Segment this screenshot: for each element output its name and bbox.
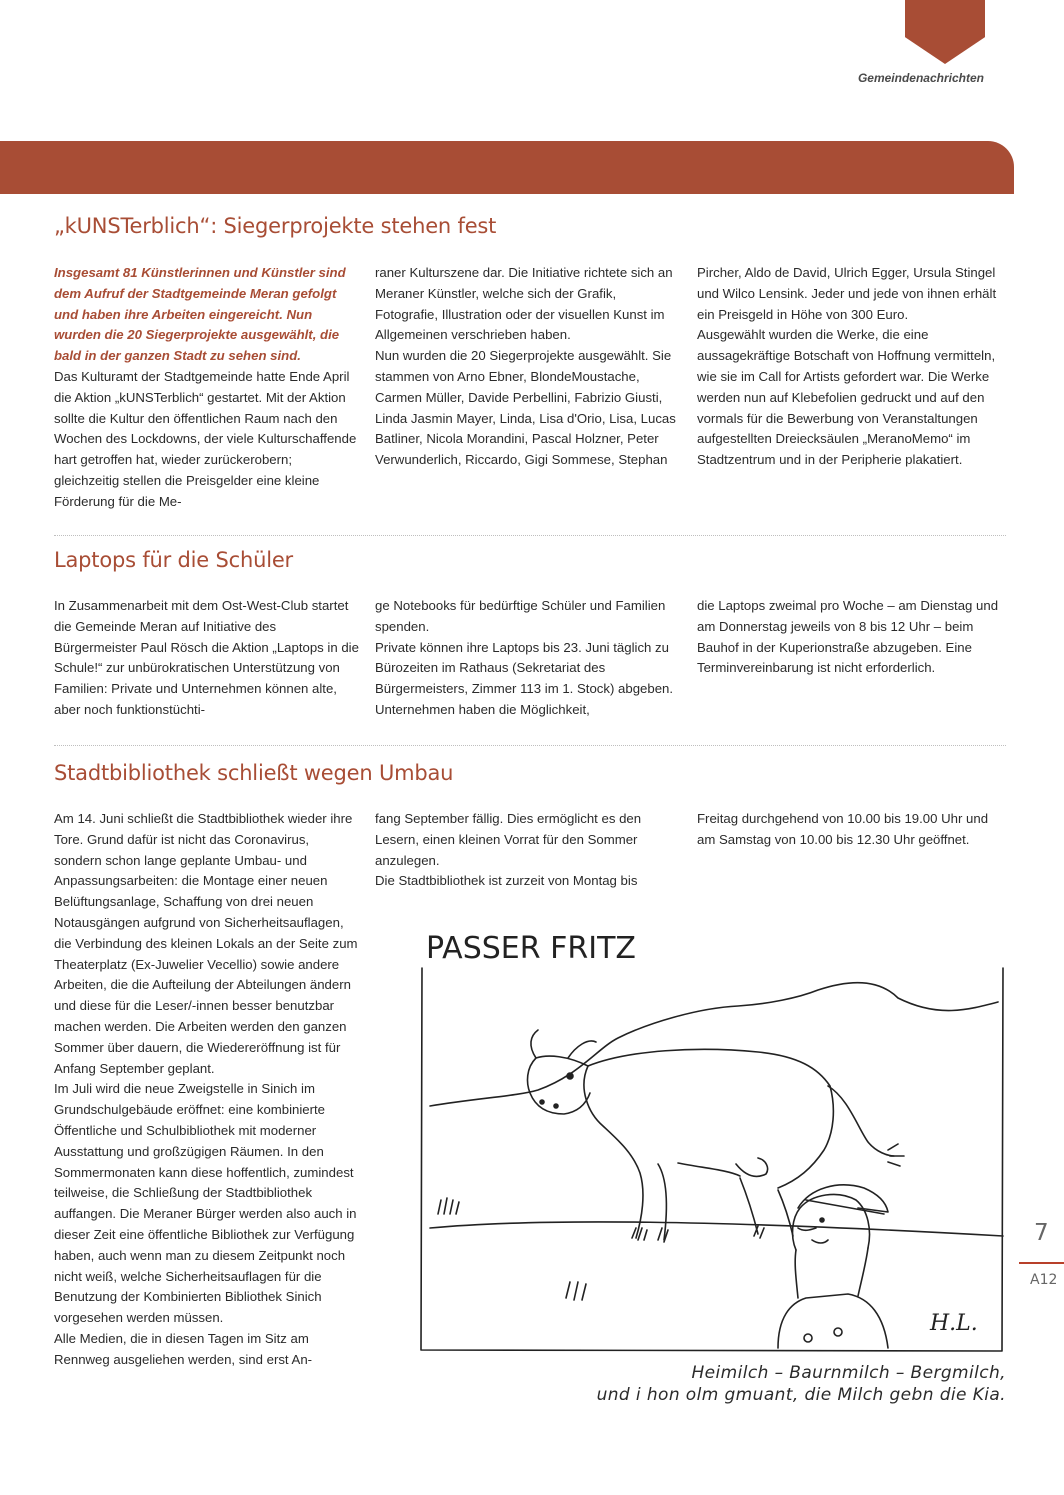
article1-column-3 [697, 263, 1003, 471]
article3-column-1 [54, 809, 360, 1371]
cartoon-signature: H.L. [930, 1311, 978, 1336]
article3-paragraph: Am 14. Juni schließt die Stadtbibliothek wieder ihre Tore. Grund dafür ist nicht das Coronavirus, sondern schon lange geplante Umbau- und Anpassungsarbeiten: die Montage einer neuen Belüftungsanlage, Schaffung von drei neuen Notausgängen aufgrund von Sicherheitsauflagen, die Verbindung des kleinen Lokals an der Seite zum Theaterplatz (Ex-Juwelier Vecellio) sowie andere Arbeiten, die die Aufteilung der Abteilungen ändern und diese für die Leser/-innen besser benutzbar machen werden. Die Arbeiten werden den ganzen Sommer über dauern, die Wiedereröffnung ist für Anfang September geplant. [54, 811, 358, 1076]
article1-paragraph: raner Kulturszene dar. Die Initiative richtete sich an Meraner Künstler, welche sich der Grafik, Fotografie, Illustration oder der visuellen Kunst im Allgemeinen verschrieben haben. [375, 265, 673, 343]
article1-paragraph: Ausgewählt wurden die Werke, die eine aussagekräftige Botschaft von Hoffnung vermitteln, wie sie im Call for Artists gefordert war. Die Werke werden nun auf Klebefolien gedruckt und auf den vormals für die Bewerbung von Veranstaltungen aufgestellten Dreiecksäulen „MeranoMemo“ im Stadtzentrum und in der Peripherie plakatiert. [697, 327, 996, 468]
passer-fritz-cartoon [418, 918, 1006, 1356]
article1-paragraph: Das Kulturamt der Stadtgemeinde hatte Ende April die Aktion „kUNSTerblich“ gestartet. Mit der Aktion sollte die Kultur den öffentlichen Raum nach den Wochen des Lockdowns, der viele Kulturschaffende hart getroffen hat, wieder zurückerobern; gleichzeitig stellen die Preisgelder eine kleine Förderung für die Me- [54, 368, 357, 509]
article1-paragraph: Nun wurden die 20 Siegerprojekte ausgewählt. Sie stammen von Arno Ebner, BlondeMoustache, Carmen Müller, Davide Perbellini, Fabrizio Giusti, Linda Jasmin Mayer, Linda, Lisa d'Orio, Lisa, Lucas Batliner, Nicola Morandini, Pascal Holzner, Peter Verwunderlich, Riccardo, Gigi Sommese, Stephan [375, 348, 676, 468]
article2-column-2 [375, 596, 681, 721]
article2-paragraph: ge Notebooks für bedürftige Schüler und Familien spenden. [375, 598, 666, 634]
page-number-rule [1019, 1262, 1064, 1264]
page-number: 7 [1034, 1220, 1049, 1246]
article1-paragraph: Pircher, Aldo de David, Ulrich Egger, Ursula Stingel und Wilco Lensink. Jeder und jede von ihnen erhält ein Preisgeld in Höhe von 300 Euro. [697, 265, 997, 322]
article3-paragraph: Die Stadtbibliothek ist zurzeit von Montag bis [375, 873, 638, 889]
article3-paragraph: Alle Medien, die in diesen Tagen im Sitz am Rennweg ausgeliehen werden, sind erst An- [54, 1330, 313, 1367]
article-title-kunsterblich: „kUNSTerblich“: Siegerprojekte stehen fest [54, 214, 497, 238]
section-divider [54, 745, 1006, 746]
article2-paragraph: die Laptops zweimal pro Woche – am Dienstag und am Donnerstag jeweils von 8 bis 12 Uhr – beim Bauhof in der Kuperionstraße abzugeben. Eine Terminvereinbarung ist nicht erforderlich. [697, 598, 999, 676]
article2-column-3 [697, 596, 1003, 679]
caption-line: und i hon olm gmuant, die Milch gebn die Kia. [596, 1385, 1006, 1405]
issue-code: A12 [1030, 1272, 1058, 1288]
article-title-laptops: Laptops für die Schüler [54, 548, 293, 572]
article3-paragraph: Freitag durchgehend von 10.00 bis 19.00 Uhr und am Samstag von 10.00 bis 12.30 Uhr geöffnet. [697, 811, 989, 847]
article1-column-2 [375, 263, 681, 471]
article2-paragraph: In Zusammenarbeit mit dem Ost-West-Club startet die Gemeinde Meran auf Initiative des Bürgermeister Paul Rösch die Aktion „Laptops in die Schule!“ zur unbürokratischen Unterstützung von Familien: Private und Unternehmen können alte, aber noch funktionstüchti- [54, 598, 359, 717]
section-label: Gemeindenachrichten [857, 71, 984, 85]
article3-paragraph: fang September fällig. Dies ermöglicht es den Lesern, einen kleinen Vorrat für den Sommer anzulegen. [375, 811, 642, 868]
cartoon-title: PASSER FRITZ [426, 931, 636, 966]
article-title-stadtbibliothek: Stadtbibliothek schließt wegen Umbau [54, 761, 454, 785]
section-divider [54, 535, 1006, 536]
article2-column-1 [54, 596, 360, 721]
article3-column-3 [697, 809, 1003, 851]
article3-column-2 [375, 809, 681, 892]
cartoon-caption [500, 1362, 1006, 1406]
article3-paragraph: Im Juli wird die neue Zweigstelle in Sinich im Grundschulgebäude eröffnet: eine kombinierte Öffentliche und Schulbibliothek mit moderner Ausstattung und großzügigen Räumen. In den Sommermonaten kann diese hoffentlich, zumindest teilweise, die Schließung der Stadtbibliothek auffangen. Die Meraner Bürger werden also auch in dieser Zeit eine öffentliche Bibliothek zur Verfügung haben, auch wenn man zu diesem Zeitpunkt noch nicht weiß, welche Sicherheitsauflagen für die Benutzung der Kombinierten Bibliothek Sinich vorgesehen werden müssen. [54, 1081, 357, 1326]
article1-lead: Insgesamt 81 Künstlerinnen und Künstler sind dem Aufruf der Stadtgemeinde Meran gefolgt und haben ihre Arbeiten eingereicht. Nun wurden die 20 Siegerprojekte ausgewählt, die bald in der ganzen Stadt zu sehen sind. [54, 265, 346, 364]
top-tab-marker [905, 0, 985, 64]
article2-paragraph: Private können ihre Laptops bis 23. Juni täglich zu Bürozeiten im Rathaus (Sekretariat des Bürgermeisters, Zimmer 113 im 1. Stock) abgeben. Unternehmen haben die Möglichkeit, [375, 639, 674, 717]
header-banner [0, 141, 1014, 194]
article1-column-1 [54, 263, 360, 513]
caption-line: Heimilch – Baurnmilch – Bergmilch, [691, 1363, 1006, 1383]
